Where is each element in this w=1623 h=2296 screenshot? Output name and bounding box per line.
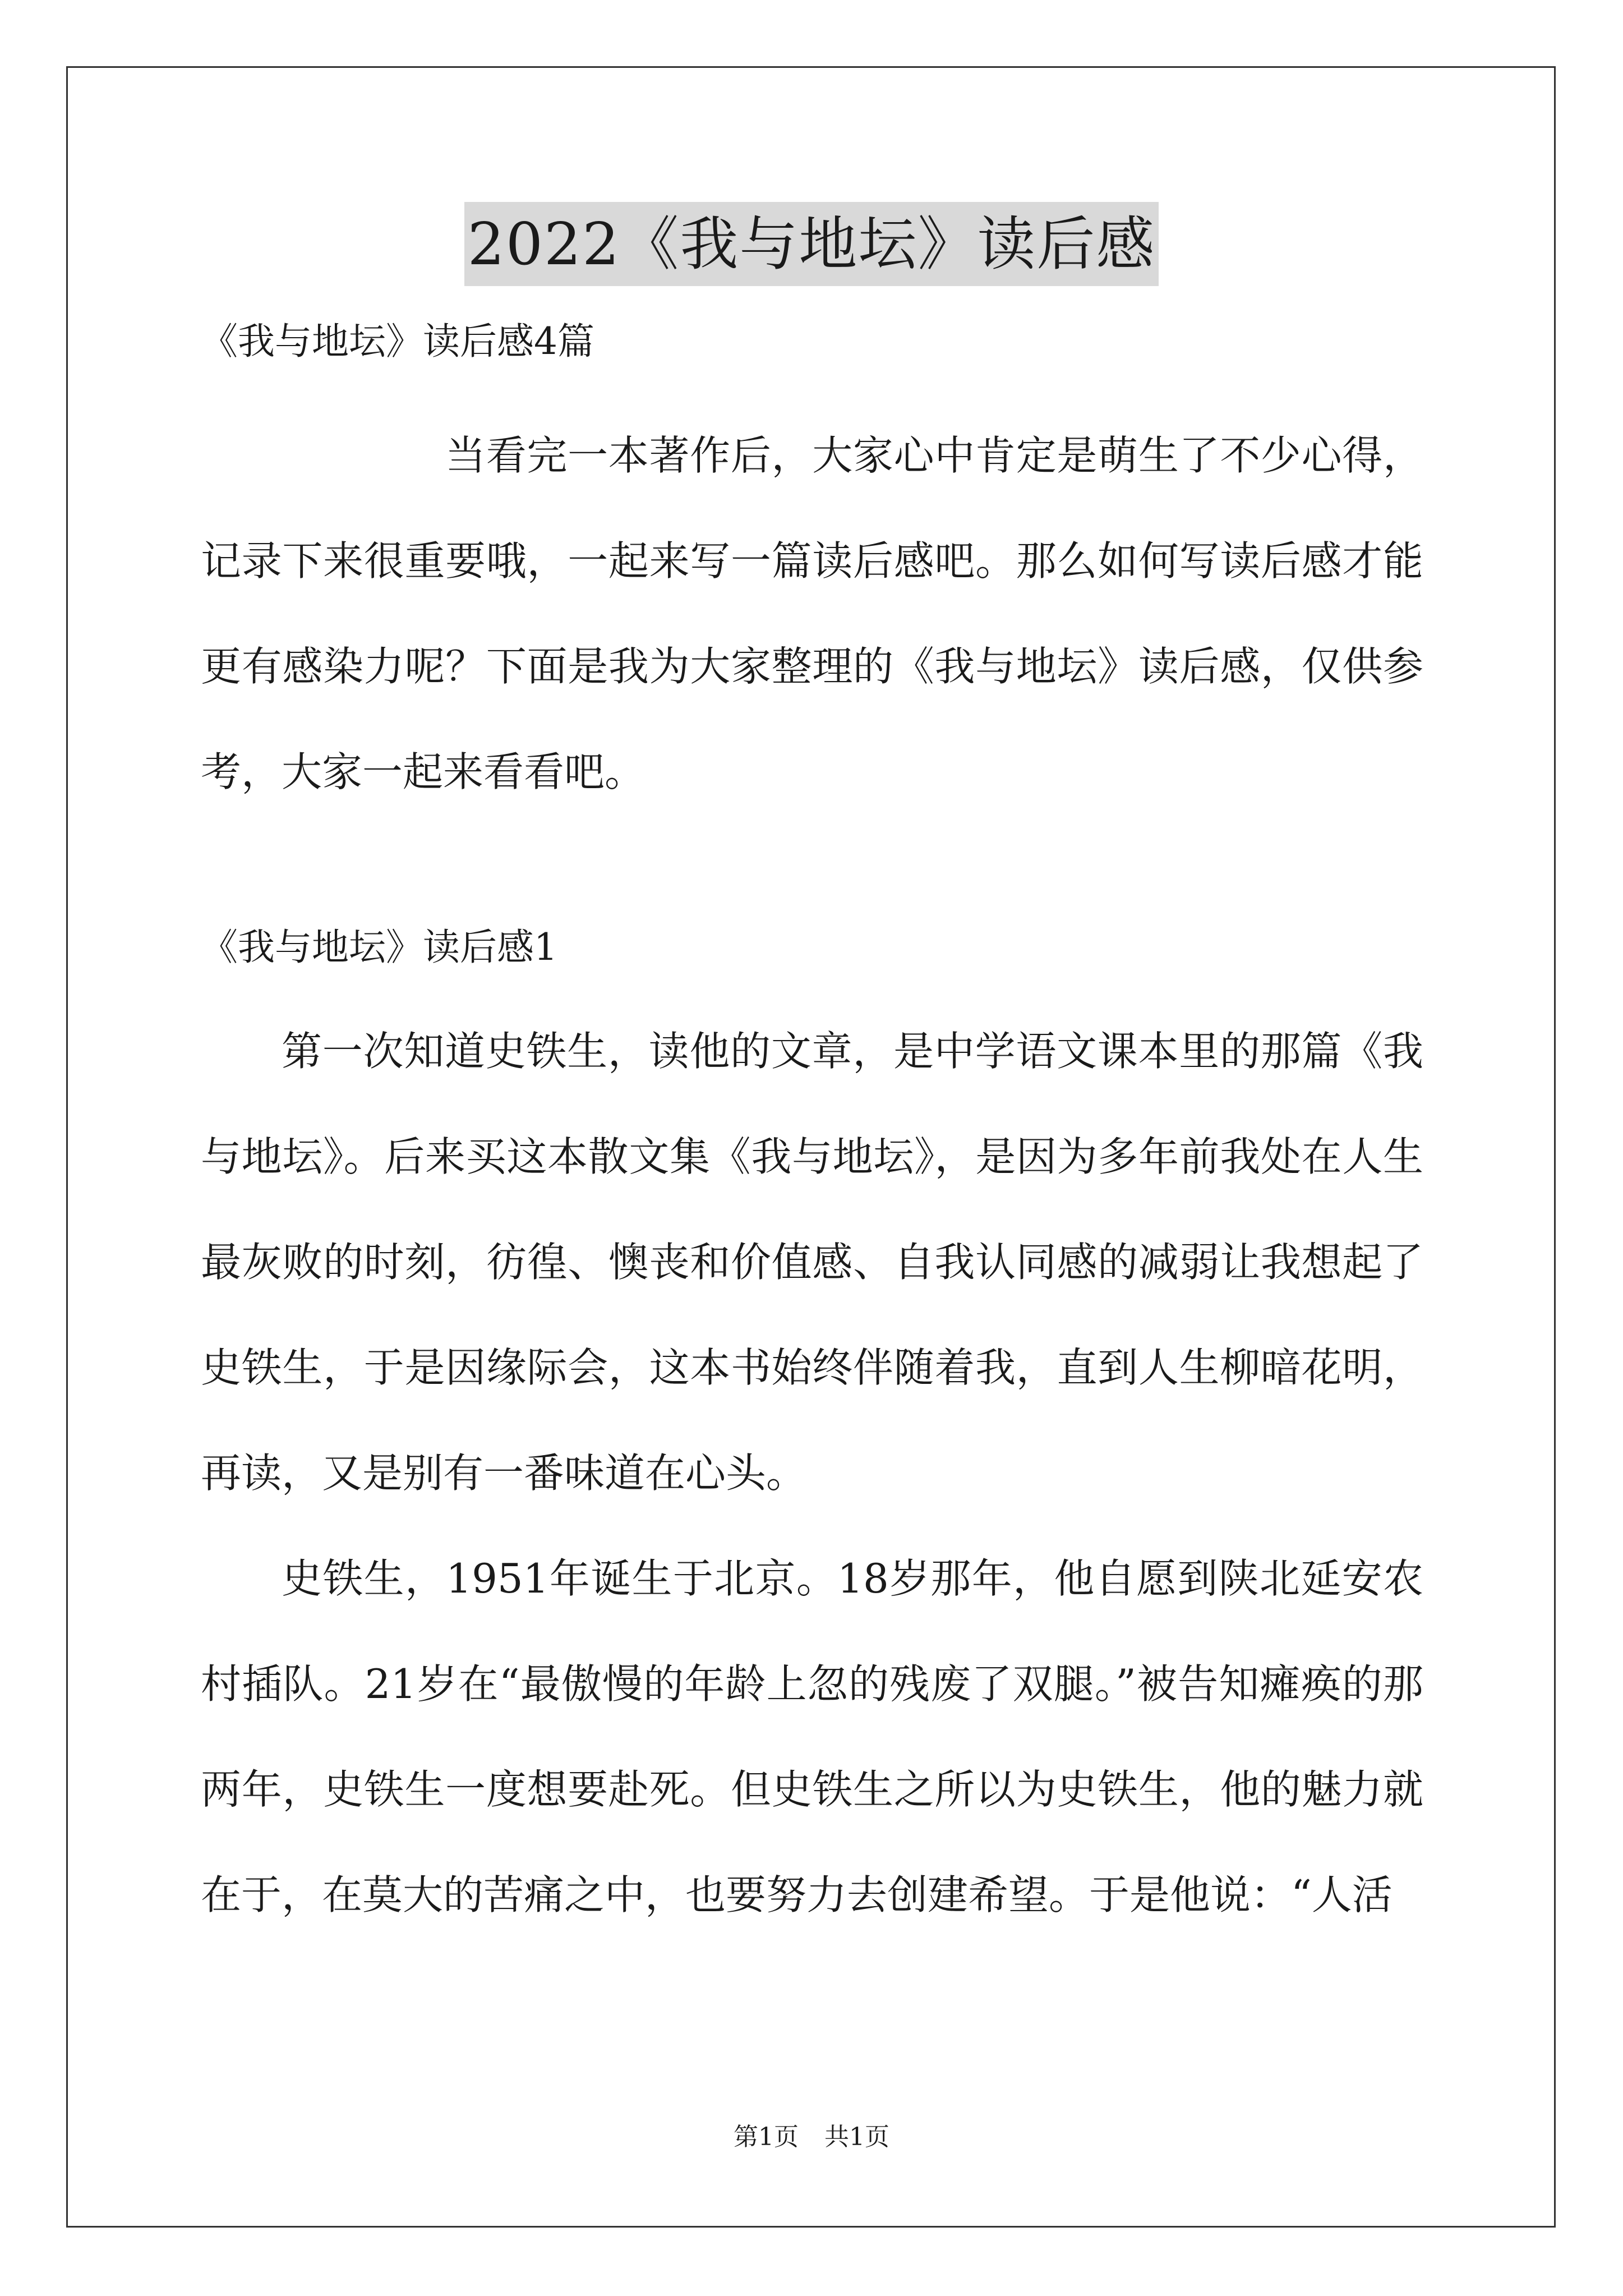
section-heading: 《我与地坛》读后感1	[201, 926, 557, 969]
body-paragraph-2: 史铁生，1951年诞生于北京。18岁那年，他自愿到陕北延安农村插队。21岁在“最傲慢的年龄上忽的残废了双腿。”被告知瘫痪的那两年，史铁生一度想要赴死。但史铁生之所以为史铁生，他的魅力就在于，在莫大的苦痛之中，也要努力去创建希望。于是他说：“人活	[201, 1555, 1423, 1918]
title-container	[0, 202, 1623, 286]
body-paragraph-1: 第一次知道史铁生，读他的文章，是中学语文课本里的那篇《我与地坛》。后来买这本散文集《我与地坛》，是因为多年前我处在人生最灰败的时刻，彷徨、懊丧和价值感、自我认同感的减弱让我想起了史铁生，于是因缘际会，这本书始终伴随着我，直到人生柳暗花明，再读，又是别有一番味道在心头。	[201, 1028, 1423, 1497]
page-number: 第1页	[734, 2123, 799, 2151]
document-subtitle: 《我与地坛》读后感4篇	[201, 320, 594, 363]
document-body	[201, 303, 1423, 1948]
intro-paragraph: 当看完一本著作后，大家心中肯定是萌生了不少心得，记录下来很重要哦，一起来写一篇读后感吧。那么如何写读后感才能更有感染力呢？下面是我为大家整理的《我与地坛》读后感，仅供参考，大家一起来看看吧。	[201, 432, 1423, 795]
page-footer	[0, 2120, 1623, 2154]
document-title: 2022《我与地坛》读后感	[464, 202, 1159, 286]
page-total: 共1页	[824, 2123, 889, 2151]
